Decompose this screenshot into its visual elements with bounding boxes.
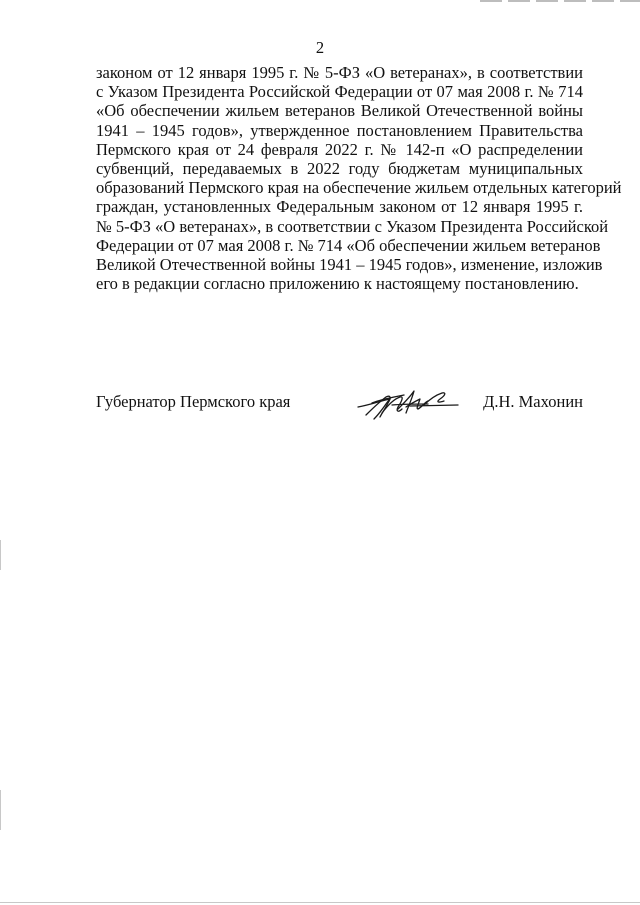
body-line: с Указом Президента Российской Федерации от 07 мая 2008 г. № 714 <box>96 82 583 102</box>
body-line: граждан, установленных Федеральным законом от 12 января 1995 г. <box>96 197 583 217</box>
body-line: Федерации от 07 мая 2008 г. № 714 «Об обеспечении жильем ветеранов <box>96 235 601 255</box>
body-line: Пермского края от 24 февраля 2022 г. № 142-п «О распределении <box>96 139 583 159</box>
body-line: субвенций, передаваемых в 2022 году бюджетам муниципальных <box>96 159 583 179</box>
position-title: Губернатор Пермского края <box>96 392 291 411</box>
body-line: образований Пермского края на обеспечение жильем отдельных категорий <box>96 178 622 198</box>
body-line: его в редакции согласно приложению к настоящему постановлению. <box>96 274 579 294</box>
body-line: № 5-ФЗ «О ветеранах», в соответствии с Указом Президента Российской <box>96 216 609 236</box>
document-body <box>96 63 622 294</box>
body-line: Великой Отечественной войны 1941 – 1945 годов», изменение, изложив <box>96 255 603 275</box>
scan-edge-artifact <box>480 0 640 2</box>
body-line: законом от 12 января 1995 г. № 5-ФЗ «О ветеранах», в соответствии <box>96 63 583 82</box>
signatory-name: Д.Н. Махонин <box>483 392 583 411</box>
body-line: 1941 – 1945 годов», утвержденное постановлением Правительства <box>96 120 583 140</box>
scan-left-edge-mark <box>0 790 1 830</box>
handwritten-signature <box>352 385 462 425</box>
scan-left-edge-mark <box>0 540 1 570</box>
scan-bottom-edge-mark <box>0 902 640 903</box>
body-line: «Об обеспечении жильем ветеранов Великой Отечественной войны <box>96 101 583 121</box>
signature-block <box>96 385 583 425</box>
page-number: 2 <box>315 38 325 57</box>
